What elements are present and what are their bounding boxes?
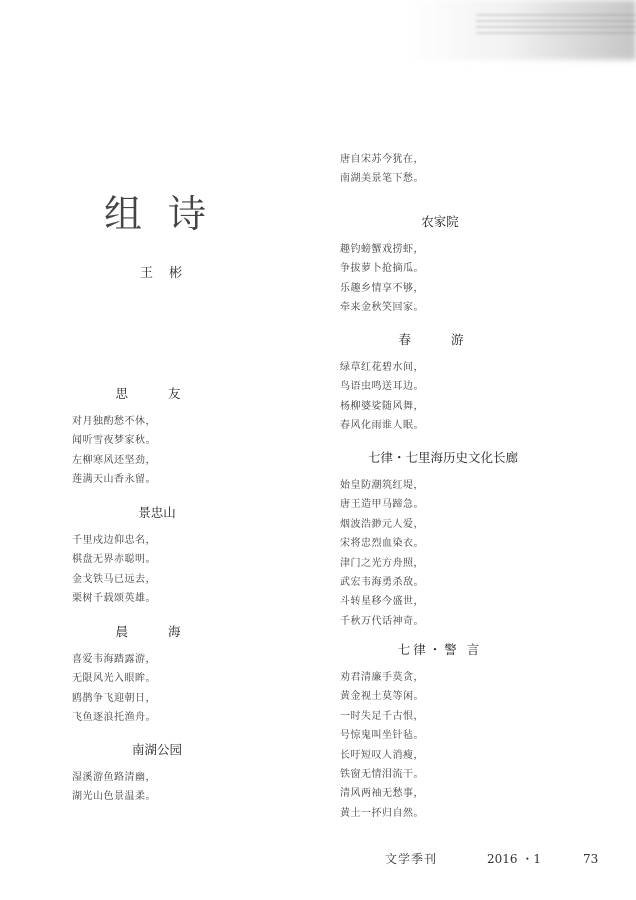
poem-title: 晨 海 — [115, 624, 199, 639]
poem-line: 春风化雨谁人眠。 — [340, 420, 424, 432]
poem-line: 长吁短叹人消瘦， — [340, 749, 424, 761]
poem-line: 金戈铁马已远去， — [72, 573, 156, 585]
poem-line: 津门之光方舟照， — [340, 557, 424, 569]
poem-jing-zhong-shan — [72, 503, 242, 609]
poem-line: 湿溪游鱼路清幽， — [72, 772, 156, 783]
poem-line: 绿草红花碧水间， — [340, 362, 424, 373]
poem-line: 争拔萝卜抢摘瓜。 — [340, 263, 424, 275]
issue-number: 2016 ・1 — [487, 852, 542, 866]
poem-line: 无限风光入眼眸。 — [72, 673, 156, 685]
poem-line: 千秋万代话神奇。 — [340, 615, 424, 627]
poem-title: 思 友 — [115, 386, 199, 401]
poem-line: 黄金视土莫等闲。 — [340, 691, 424, 703]
poem-line: 杨柳婆娑随风舞， — [340, 400, 424, 412]
poem-line: 千里戍边仰忠名， — [72, 535, 156, 546]
poem-line: 湖光山色景温柔。 — [72, 791, 156, 803]
poem-nan-hu-gong-yuan — [72, 740, 242, 807]
poem-line: 黄土一抔归自然。 — [340, 807, 424, 819]
poem-title: 七律・警 言 — [397, 642, 483, 657]
poem-line: 南湖美景笔下愁。 — [340, 173, 424, 185]
poem-line: 鸥鹊争飞迎朝日， — [72, 692, 156, 704]
poem-line: 乐趣乡情享不够， — [340, 282, 424, 294]
page-footer — [385, 850, 598, 867]
poem-line: 栗树千载颂英雄。 — [72, 593, 156, 605]
poem-line: 棋盘无界赤聪明。 — [72, 554, 156, 566]
poem-title: 农家院 — [421, 214, 459, 229]
poem-nan-hu-gong-yuan-cont — [340, 150, 540, 189]
poem-line: 铁窗无情泪流干。 — [340, 769, 424, 781]
poem-nong-jia-yuan — [340, 212, 540, 318]
poem-line: 武宏韦海勇杀敌。 — [340, 577, 424, 589]
poem-title: 七律・七里海历史文化长廊 — [368, 450, 519, 465]
poem-chun-you — [340, 330, 540, 436]
poem-line: 一时失足千古恨， — [340, 710, 424, 722]
page-number: 73 — [583, 852, 599, 866]
poem-title: 春 游 — [398, 332, 482, 347]
poem-line: 烟波浩渺元人爱， — [340, 518, 424, 530]
journal-name: 文学季刊 — [385, 852, 438, 866]
author-name: 王 彬 — [140, 266, 189, 281]
poem-line: 唐王造甲马蹄急。 — [340, 499, 424, 511]
poem-line: 牵来金秋笑回家。 — [340, 302, 424, 314]
poem-line: 劝君清廉手莫贪， — [340, 672, 424, 683]
poem-line: 鸟语虫鸣送耳边。 — [340, 381, 424, 393]
poem-line: 清风两袖无愁事， — [340, 788, 424, 800]
poem-line: 飞鱼逐浪托渔舟。 — [72, 712, 156, 724]
poem-line: 对月独酌愁不休， — [72, 416, 156, 427]
poem-line: 趣钓螃蟹戏捞虾， — [340, 244, 424, 255]
poem-line: 左柳寒风还坚劲， — [72, 454, 156, 466]
poem-line: 宋将忠烈血染衣。 — [340, 538, 424, 550]
poem-title: 南湖公园 — [131, 742, 182, 757]
poem-line: 莲满天山香永留。 — [72, 474, 156, 486]
poem-line: 号惊鬼叫坐针毡。 — [340, 730, 424, 742]
poem-jing-yan — [340, 640, 540, 823]
poem-qi-li-hai — [340, 448, 540, 631]
poem-title: 景忠山 — [138, 505, 176, 520]
poem-line: 斗转星移今盛世， — [340, 596, 424, 608]
poem-si-you — [72, 384, 242, 490]
scan-shadow-texture — [476, 14, 636, 36]
page-title: 组诗 — [104, 192, 233, 236]
poem-chen-hai — [72, 622, 242, 728]
poem-line: 闻听雪夜梦家秋。 — [72, 435, 156, 447]
poem-line: 始皇防潮筑红堤， — [340, 480, 424, 491]
poem-line: 唐自宋苏今犹在， — [340, 154, 424, 165]
poem-line: 喜爱韦海踏露游， — [72, 654, 156, 665]
